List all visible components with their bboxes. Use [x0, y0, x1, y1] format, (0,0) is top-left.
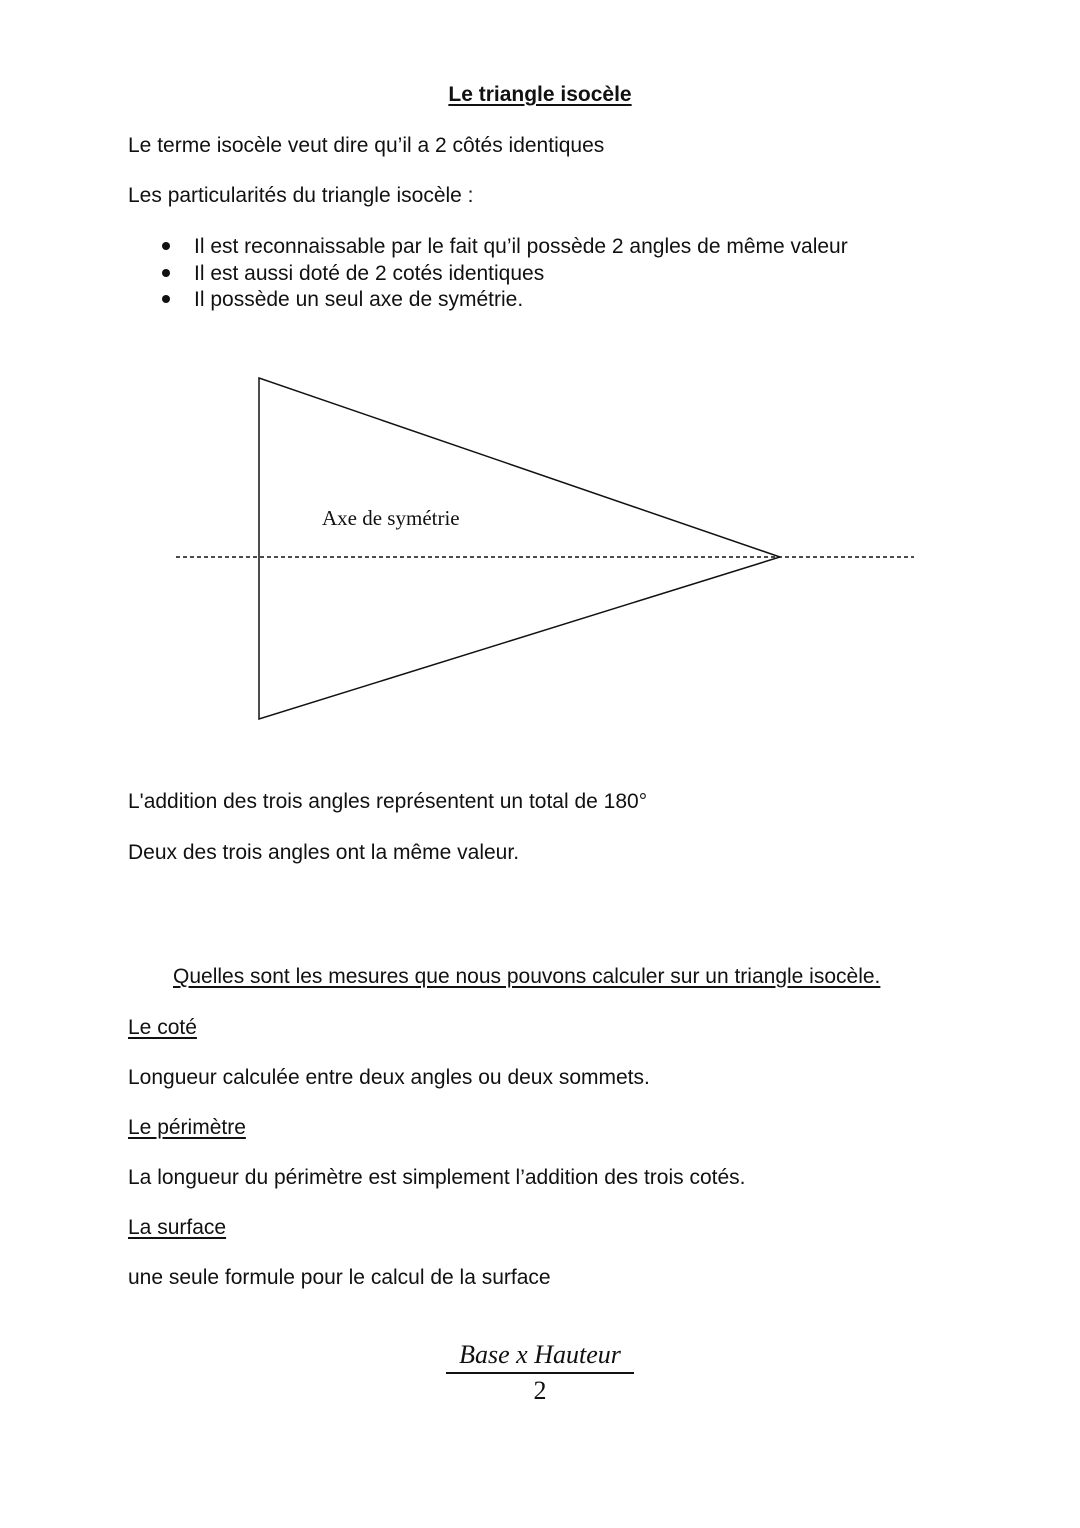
bullet-dot-icon — [162, 295, 170, 303]
surface-formula — [446, 1339, 634, 1408]
page-title: Le triangle isocèle — [448, 83, 632, 106]
angles-total-text: L'addition des trois angles représentent un total de 180° — [128, 790, 648, 813]
axis-label: Axe de symétrie — [322, 506, 460, 530]
bullet-dot-icon — [162, 269, 170, 277]
cote-heading: Le coté — [128, 1016, 197, 1039]
bullet-dot-icon — [162, 242, 170, 250]
mesures-heading: Quelles sont les mesures que nous pouvons calculer sur un triangle isocèle. — [173, 965, 881, 988]
list-item — [160, 263, 848, 290]
triangle-shape — [259, 378, 780, 719]
particularites-heading: Les particularités du triangle isocèle : — [128, 184, 474, 207]
intro-text: Le terme isocèle veut dire qu’il a 2 côtés identiques — [128, 134, 605, 157]
cote-text: Longueur calculée entre deux angles ou deux sommets. — [128, 1066, 650, 1089]
list-item — [160, 236, 848, 263]
formula-denominator: 2 — [533, 1376, 547, 1405]
formula-numerator: Base x Hauteur — [446, 1339, 634, 1374]
angles-equal-text: Deux des trois angles ont la même valeur. — [128, 841, 520, 864]
perimetre-heading: Le périmètre — [128, 1116, 246, 1139]
surface-heading: La surface — [128, 1216, 227, 1239]
surface-text: une seule formule pour le calcul de la surface — [128, 1266, 551, 1289]
list-item — [160, 289, 848, 316]
perimetre-text: La longueur du périmètre est simplement l’addition des trois cotés. — [128, 1166, 746, 1189]
bullet-text: Il est reconnaissable par le fait qu’il possède 2 angles de même valeur — [194, 235, 848, 258]
bullet-list — [160, 236, 848, 316]
isosceles-triangle-diagram — [0, 360, 1080, 740]
bullet-text: Il possède un seul axe de symétrie. — [194, 288, 524, 311]
bullet-text: Il est aussi doté de 2 cotés identiques — [194, 261, 545, 285]
